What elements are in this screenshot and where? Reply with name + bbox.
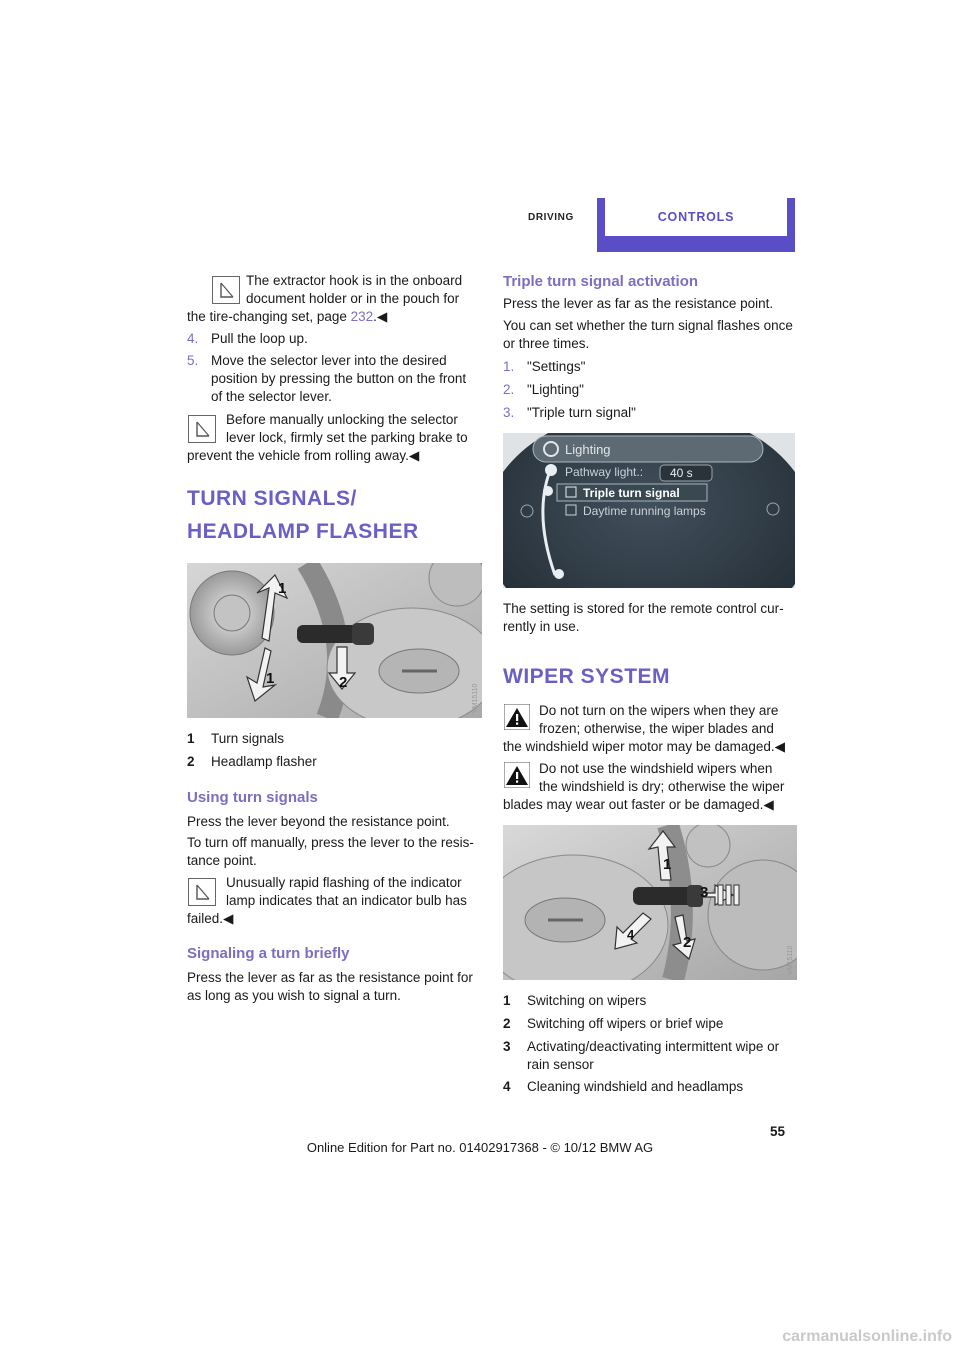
note-1-text: the tire-changing set, page (187, 309, 351, 324)
step-1-text: "Settings" (527, 359, 586, 374)
note-3-line-1: Unusually rapid flashing of the indicator (226, 875, 462, 890)
signaling-briefly-heading: Signaling a turn briefly (187, 945, 350, 962)
legend-2-num-2: 2 (503, 1016, 511, 1031)
step-5-number: 5. (187, 353, 199, 368)
note-icon (212, 276, 240, 304)
legend-2-text-3: Activating/deactivating intermittent wipe or (527, 1039, 780, 1054)
turn-signals-heading-line-1: TURN SIGNALS/ (187, 487, 357, 510)
warning-1-line-1: Do not turn on the wipers when they are (539, 703, 779, 718)
fig1-label-1a: 1 (278, 580, 287, 597)
step-2-number: 2. (503, 382, 515, 397)
legend-2-num-4: 4 (503, 1079, 511, 1094)
legend-1-num-1: 1 (187, 731, 195, 746)
note-2-line-2: lever lock, firmly set the parking brake to (226, 430, 468, 445)
using-paragraph-2-line-1: To turn off manually, press the lever to the resis- (187, 835, 474, 850)
lighting-menu-screen-figure (503, 433, 795, 588)
note-2-line-1: Before manually unlocking the selector (226, 412, 458, 427)
legend-2-num-3: 3 (503, 1039, 511, 1054)
using-paragraph-1: Press the lever beyond the resistance point. (187, 814, 450, 829)
watermark: carmanualsonline.info (782, 1328, 952, 1345)
legend-2-text-1: Switching on wipers (527, 993, 647, 1008)
screen-item-pathway-value: 40 s (670, 466, 693, 480)
warning-1-line-2: frozen; otherwise, the wiper blades and (539, 721, 774, 736)
note-1-line-2: document holder or in the pouch for (246, 291, 460, 306)
note-icon (188, 878, 216, 906)
brief-paragraph-line-2: as long as you wish to signal a turn. (187, 988, 401, 1003)
turn-signal-lever-figure (187, 563, 482, 718)
note-1-end: .◀ (373, 309, 388, 324)
warning-2-line-1: Do not use the windshield wipers when (539, 761, 773, 776)
warning-2-line-3: blades may wear out faster or be damaged.◀ (503, 797, 774, 812)
section-label: DRIVING (528, 212, 574, 223)
step-5-line-3: of the selector lever. (211, 389, 332, 404)
legend-2-text-4: Cleaning windshield and headlamps (527, 1079, 744, 1094)
warning-icon (504, 762, 530, 788)
using-turn-signals-heading: Using turn signals (187, 789, 318, 806)
page-number: 55 (770, 1124, 786, 1139)
legend-1-text-1: Turn signals (211, 731, 285, 746)
step-5-line-2: position by pressing the button on the front (211, 371, 467, 386)
warning-1-line-3: the windshield wiper motor may be damaged.◀ (503, 739, 786, 754)
screen-item-pathway-light: Pathway light.: (565, 465, 644, 479)
step-4-text: Pull the loop up. (211, 331, 308, 346)
note-2-line-3: prevent the vehicle from rolling away.◀ (187, 448, 420, 463)
step-2-text: "Lighting" (527, 382, 584, 397)
wiper-lever-figure (503, 825, 797, 980)
footer-edition: Online Edition for Part no. 01402917368 - © 10/12 BMW AG (306, 1140, 654, 1155)
note-icon (188, 415, 216, 443)
turn-signals-heading-line-2: HEADLAMP FLASHER (187, 520, 419, 543)
fig3-label-2: 2 (683, 934, 692, 951)
stored-paragraph-line-1: The setting is stored for the remote control cur- (503, 601, 784, 616)
step-3-text: "Triple turn signal" (527, 405, 636, 420)
step-1-number: 1. (503, 359, 515, 374)
stored-paragraph-line-2: rently in use. (503, 619, 580, 634)
note-3-line-2: lamp indicates that an indicator bulb has (226, 893, 467, 908)
warning-2-line-2: the windshield is dry; otherwise the wiper (539, 779, 785, 794)
screen-item-triple-turn: Triple turn signal (583, 486, 680, 500)
chapter-label: CONTROLS (657, 210, 735, 224)
legend-1-text-2: Headlamp flasher (211, 754, 317, 769)
fig3-label-3: 3 (700, 884, 709, 901)
wiper-system-heading: WIPER SYSTEM (503, 665, 671, 688)
step-5-line-1: Move the selector lever into the desired (211, 353, 447, 368)
fig3-label-1: 1 (663, 856, 672, 873)
fig3-code: VM15110 (787, 945, 794, 975)
note-1-line-1: The extractor hook is in the onboard (246, 273, 463, 288)
warning-icon (504, 704, 530, 730)
triple-paragraph-2-line-1: You can set whether the turn signal flashes once (503, 318, 793, 333)
step-3-number: 3. (503, 405, 515, 420)
fig1-code: VM15110 (472, 683, 479, 713)
screen-title: Lighting (565, 442, 611, 457)
fig1-label-2: 2 (339, 674, 348, 691)
chapter-tab (597, 198, 795, 252)
triple-paragraph-2-line-2: or three times. (503, 336, 590, 351)
fig1-label-1b: 1 (266, 670, 275, 687)
note-1-line-3 (187, 308, 387, 326)
fig3-label-4: 4 (627, 927, 635, 942)
using-paragraph-2-line-2: tance point. (187, 853, 257, 868)
screen-item-daytime-lamps: Daytime running lamps (583, 504, 706, 518)
note-3-line-3: failed.◀ (187, 911, 234, 926)
legend-2-text-3-line-2: rain sensor (527, 1057, 594, 1072)
legend-1-num-2: 2 (187, 754, 195, 769)
triple-paragraph-1: Press the lever as far as the resistance point. (503, 296, 774, 311)
brief-paragraph-line-1: Press the lever as far as the resistance point for (187, 970, 473, 985)
legend-2-text-2: Switching off wipers or brief wipe (527, 1016, 724, 1031)
legend-2-num-1: 1 (503, 993, 511, 1008)
triple-turn-signal-heading: Triple turn signal activation (503, 273, 699, 290)
step-4-number: 4. (187, 331, 199, 346)
page-link-232[interactable]: 232 (350, 309, 374, 324)
